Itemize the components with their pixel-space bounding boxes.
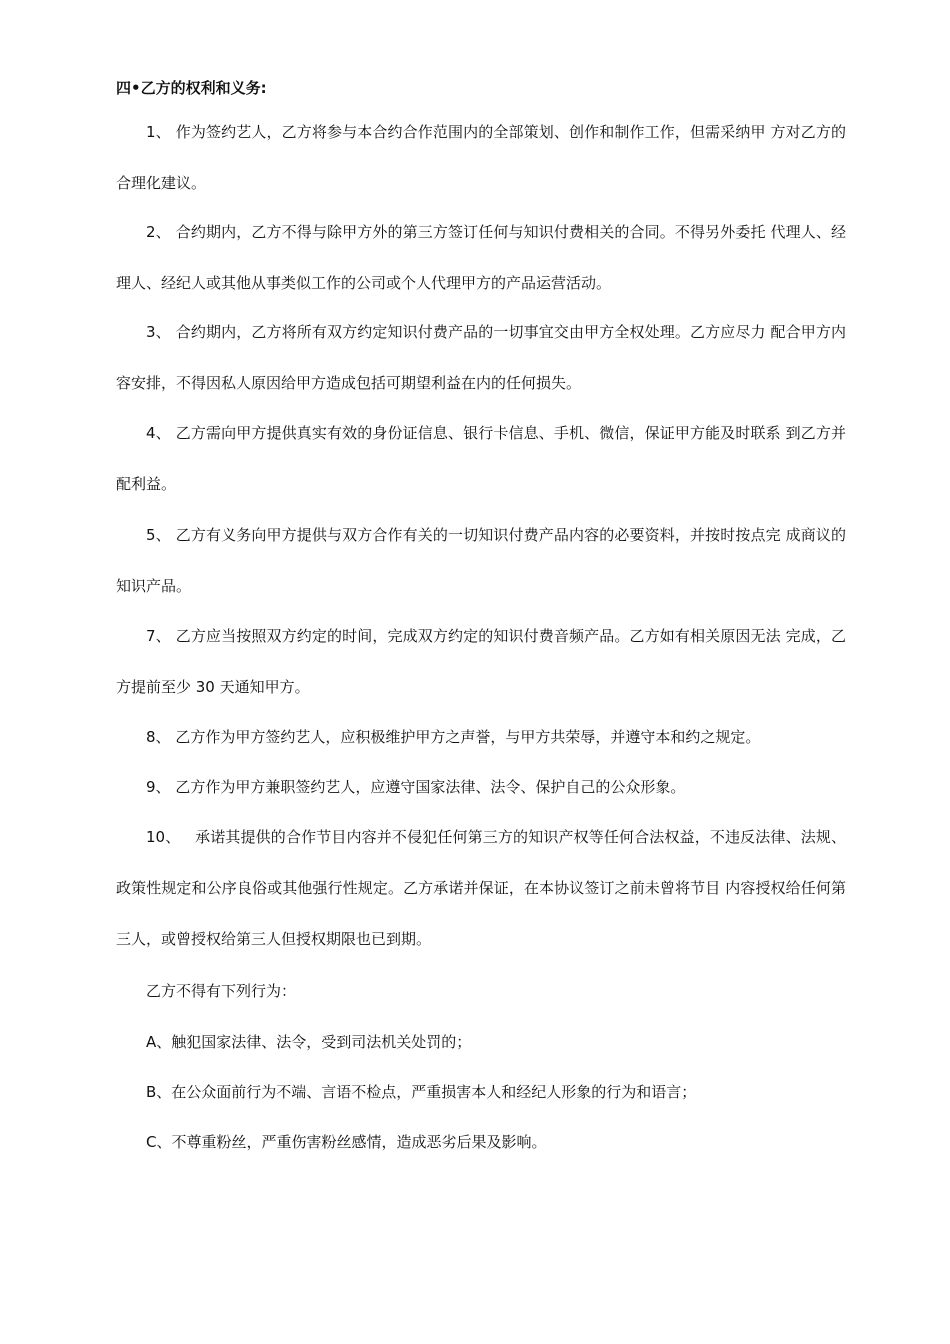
clause-number: 8、 bbox=[146, 728, 171, 746]
clause-4 bbox=[116, 408, 846, 510]
clause-number: 4、 bbox=[146, 424, 171, 442]
clause-10 bbox=[116, 812, 846, 965]
clause-text: 乙方作为甲方签约艺人，应积极维护甲方之声誉，与甲方共荣辱，并遵守本和约之规定。 bbox=[175, 728, 761, 746]
clause-number: 3、 bbox=[146, 323, 171, 341]
clause-text: 承诺其提供的合作节目内容并不侵犯任何第三方的知识产权等任何合法权益，不违反法律、法规、政策性规定和公序良俗或其他强行性规定。乙方承诺并保证，在本协议签订之前未曾将节目 内容授权给任何第三人，或曾授权给第三人但授权期限也已到期。 bbox=[116, 828, 846, 948]
clause-9 bbox=[116, 762, 846, 813]
prohibited-intro: 乙方不得有下列行为： bbox=[146, 982, 297, 1000]
clause-text: 作为签约艺人，乙方将参与本合约合作范围内的全部策划、创作和制作工作，但需采纳甲 方对乙方的合理化建议。 bbox=[116, 123, 846, 192]
clause-7 bbox=[116, 611, 846, 713]
clause-text: 合约期内，乙方将所有双方约定知识付费产品的一切事宜交由甲方全权处理。乙方应尽力 配合甲方内容安排，不得因私人原因给甲方造成包括可期望利益在内的任何损失。 bbox=[116, 323, 846, 392]
clause-text: 乙方需向甲方提供真实有效的身份证信息、银行卡信息、手机、微信，保证甲方能及时联系 到乙方并配利益。 bbox=[116, 424, 846, 493]
clause-2 bbox=[116, 207, 846, 309]
clause-text: 合约期内，乙方不得与除甲方外的第三方签订任何与知识付费相关的合同。不得另外委托 代理人、经理人、经纪人或其他从事类似工作的公司或个人代理甲方的产品运营活动。 bbox=[116, 223, 846, 292]
clause-8 bbox=[116, 712, 846, 763]
clause-text: 乙方应当按照双方约定的时间，完成双方约定的知识付费音频产品。乙方如有相关原因无法 完成，乙方提前至少 30 天通知甲方。 bbox=[116, 627, 846, 696]
clause-number: 9、 bbox=[146, 778, 171, 796]
clause-3 bbox=[116, 307, 846, 409]
clause-number: 5、 bbox=[146, 526, 171, 544]
clause-number: 7、 bbox=[146, 627, 171, 645]
clause-5 bbox=[116, 510, 846, 612]
prohibited-item-a: A、触犯国家法律、法令，受到司法机关处罚的； bbox=[146, 1033, 472, 1051]
clause-text: 乙方有义务向甲方提供与双方合作有关的一切知识付费产品内容的必要资料，并按时按点完 成商议的知识产品。 bbox=[116, 526, 846, 595]
prohibited-item-b: B、在公众面前行为不端、言语不检点，严重损害本人和经纪人形象的行为和语言； bbox=[146, 1083, 697, 1101]
section-heading: 四•乙方的权利和义务: bbox=[116, 79, 267, 97]
clause-number: 2、 bbox=[146, 223, 171, 241]
clause-1 bbox=[116, 107, 846, 209]
clause-number: 1、 bbox=[146, 123, 171, 141]
clause-number: 10、 bbox=[146, 828, 181, 846]
prohibited-item-c: C、不尊重粉丝，严重伤害粉丝感情，造成恶劣后果及影响。 bbox=[146, 1133, 547, 1151]
clause-text: 乙方作为甲方兼职签约艺人，应遵守国家法律、法令、保护自己的公众形象。 bbox=[175, 778, 686, 796]
